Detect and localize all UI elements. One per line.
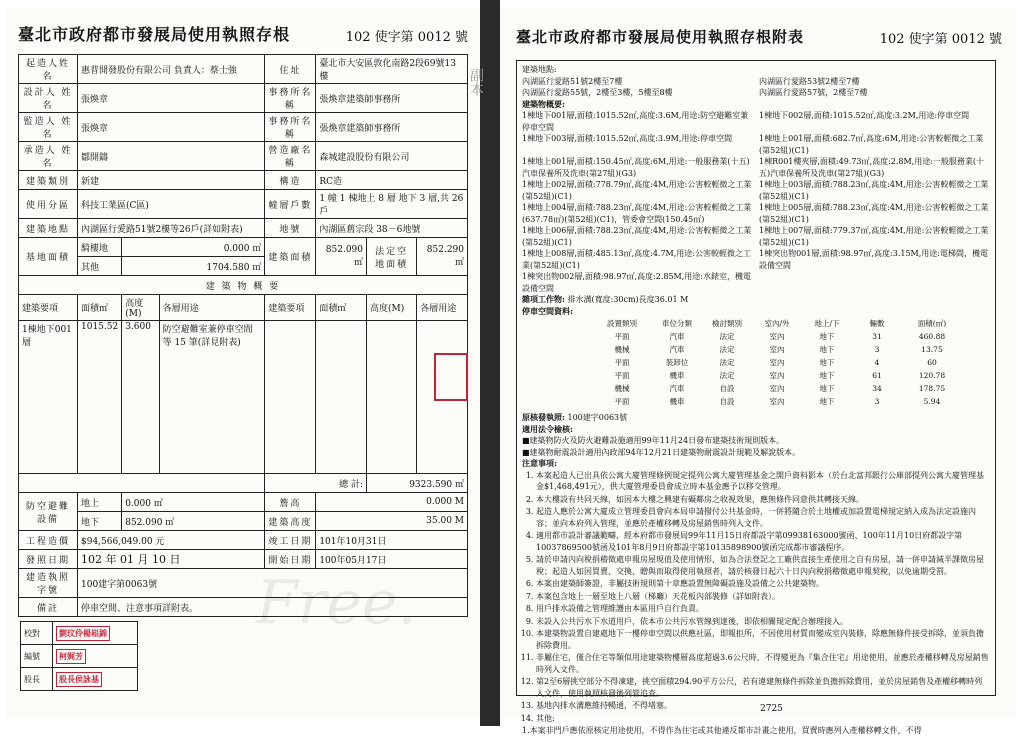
col-item-header-2: 建築要項: [265, 295, 316, 321]
parking-cell: 120.78: [918, 371, 946, 380]
building-height-label: 建築高度: [265, 512, 316, 531]
total-label: 總 計:: [265, 474, 367, 493]
parking-cell: 室內: [769, 384, 785, 393]
summary-item: 1棟地上004層,面積:788.23㎡,高度:4M,用途:公害較輕微之工業(637.78㎡)(第52組)(C1)，管委會空間(150.45㎡): [522, 203, 752, 224]
parking-cell: 法定: [719, 345, 735, 354]
floor-table-header: 建 築 物 概 要: [19, 276, 468, 295]
parking-cell: 平面: [614, 332, 630, 341]
sign-chief-label: 股長: [21, 668, 53, 691]
total-value: 9323.590 ㎡: [367, 474, 468, 493]
shelter-label: 防空避難設備: [19, 493, 78, 531]
building-height-value: 35.00 M: [316, 512, 468, 531]
parking-cell: 3: [874, 397, 880, 406]
parking-cell: 34: [872, 384, 882, 393]
start-label: 開始日期: [265, 550, 316, 569]
remark-label: 備註: [19, 598, 78, 617]
note-item: 1. 本案起造人已出具依公寓大廈管理條例規定提列公寓大廈管理基金之開戶資料影本（於台北富邦銀行公庫部提列公寓大廈管理基金$1,468,491元），供大廈管理委員會成立時本基金應予以移交管理。: [536, 470, 990, 493]
remark-value: 停車空間、注意事項詳附表。: [78, 598, 468, 617]
contractor-firm-value: 森城建設股份有限公司: [316, 142, 468, 171]
note-item: 8. 用戶排水設備之管理維護由本區用戶自行負責。: [536, 603, 990, 615]
permit-label: 建造執照字號: [19, 569, 78, 598]
watermark: Free.: [256, 568, 417, 638]
parking-cell: 自設: [719, 397, 735, 406]
parking-cell: 汽車: [669, 345, 685, 354]
shelter-above-label: 地上: [78, 493, 122, 512]
summary-item: 1棟地下003層,面積:1015.52㎡,高度:3.9M,用途:停車空間: [522, 134, 733, 143]
parking-cell: 地下: [819, 384, 835, 393]
note-item: 10. 本建築物設置自建處地下一樓停車空間以供應社區，即報拒所，不因使用材質而變成室內裝修，除應無條件接受拆除，並須負擔拆除費用。: [536, 628, 990, 651]
notes-last-line: 1.本案非門戶應依原核定用途使用，不得作為住宅或其他違反都市計畫之使用，買賣時應列入產權移轉文件，不得: [522, 726, 922, 735]
parking-cell: 室內: [769, 332, 785, 341]
builder-label: 起造人姓名: [19, 55, 78, 84]
legal-open-label: 法定空地面積: [367, 238, 417, 276]
parking-table: [522, 317, 990, 408]
floor-row-area: 1015.52: [78, 321, 122, 474]
location-label: 建築地點: [19, 219, 78, 238]
category-value: 新建: [78, 171, 265, 190]
appendix-title: 臺北市政府都市發展局使用執照存根附表: [516, 28, 805, 46]
floor-row-height: 3.600: [122, 321, 159, 474]
build-area-value: 852.090 ㎡: [316, 238, 367, 276]
note-item: 14. 其他:: [536, 713, 990, 725]
structure-value: RC造: [316, 171, 468, 190]
designer-firm-label: 事務所名稱: [265, 84, 316, 113]
parking-cell: 裝卸位: [665, 358, 689, 367]
parking-cell: 平面: [614, 358, 630, 367]
designer-label: 設計人 姓名: [19, 84, 78, 113]
misc-label: 雜項工作物:: [522, 294, 565, 304]
note-item: 5. 請於申請內向稅捐稽徵處申報房屋現值及使用情形，如為合法登記之工廠供直接生產使用之自有房屋，請一併申請減半課徵房屋稅；起造人如因買賣、交換、贈與而取得使用執照者，請於核發日起六十日內向稅捐稽徵處申報契稅，以免逾期受罰。: [536, 554, 990, 577]
parking-header-cell: 輛數: [869, 319, 885, 328]
lot-value: 內湖區舊宗段 38－6地號: [316, 219, 468, 238]
law-item: ■建築物防火及防火避難設施適用99年11月24日發布建築技術規則版本。: [522, 436, 785, 445]
parking-cell: 31: [872, 332, 882, 341]
supervisor-value: 張煥章: [78, 113, 265, 142]
parking-header-cell: 面積(㎡): [917, 319, 947, 328]
law-label: 適用法令檢核:: [522, 423, 573, 434]
permit-stub-page: [6, 8, 484, 718]
parking-cell: 4: [874, 358, 880, 367]
parking-cell: 機車: [669, 397, 685, 406]
floor-row-item: 1棟地下001層: [19, 321, 78, 474]
designer-firm-value: 張煥章建築師事務所: [316, 84, 468, 113]
issue-label: 發照日期: [19, 550, 78, 569]
parking-cell: 61: [872, 371, 882, 380]
builder-value: 惠普開發股份有限公司 負責人：蔡士強: [78, 55, 265, 84]
chief-stamp: 股長侯詠基: [56, 672, 102, 687]
summary-item: 1棟地下001層,面積:1015.52㎡,高度:3.6M,用途:防空避難室兼停車空間: [522, 111, 749, 132]
cost-value: $94,566,049.00 元: [78, 531, 265, 550]
binding-spine: [480, 0, 500, 726]
page-title: 臺北市政府都市發展局使用執照存根: [18, 25, 291, 44]
parking-label: 停車空間資料:: [522, 305, 573, 316]
legal-open-value: 852.290 ㎡: [417, 238, 468, 276]
parking-cell: 機車: [669, 371, 685, 380]
parking-cell: 平面: [614, 397, 630, 406]
eave-label: 簷高: [265, 493, 316, 512]
parking-cell: 室內: [769, 397, 785, 406]
signature-table: [20, 621, 138, 691]
cost-label: 工程造價: [19, 531, 78, 550]
contractor-value: 鄒開鑄: [78, 142, 265, 171]
location-value: 內湖區行愛路51號2樓等26戶(詳如附表): [78, 219, 265, 238]
col-use-header-2: 各層用途: [417, 295, 468, 321]
supervisor-firm-value: 張煥章建築師事務所: [316, 113, 468, 142]
doc-number: 102 使字第 0012 號: [345, 30, 468, 45]
parking-cell: 3: [874, 345, 880, 354]
summary-item: 1棟突出物002層,面積:98.97㎡,高度:2.85M,用途:水錶室，機電設備空間: [522, 272, 751, 293]
sign-check-label: 校對: [21, 622, 53, 645]
notes-label: 注意事項:: [522, 458, 557, 468]
parking-header-cell: 檢討類別: [712, 319, 742, 328]
parking-cell: 地下: [819, 371, 835, 380]
note-item: 13. 基地內排水溝應維持暢通，不得堵塞。: [536, 700, 990, 712]
parking-cell: 平面: [614, 371, 630, 380]
summary-item: 1棟地上002層,面積:778.79㎡,高度:4M,用途:公害較輕微之工業(第52組)(C1): [522, 180, 752, 201]
floor-row-use: 防空避難室兼停車空間 等 15 筆(詳見附表): [159, 321, 265, 474]
shelter-above-value: 0.000 ㎡: [122, 493, 265, 512]
summary-item: 1棟地上001層,面積:150.45㎡,高度:6M,用途:一般服務業(十五)汽車保養所及洗車(第27組)(G3): [522, 157, 750, 178]
eave-value: 0.000 M: [316, 493, 468, 512]
base-area-label: 基地面積: [19, 238, 78, 276]
note-item: 2. 本大樓設有共同天線，如因本大樓之興建有礙鄰房之收視效果，應無條件同意供其轉接天線。: [536, 494, 990, 506]
col-area-header-2: 面積㎡: [316, 295, 367, 321]
summary-item: 1棟地上001層,面積:682.7㎡,高度:6M,用途:公害較輕微之工業(第52組)(C1): [759, 134, 984, 155]
parking-cell: 460.88: [918, 332, 946, 341]
summary-label: 建築物概要:: [522, 98, 565, 109]
summary-list: [522, 110, 990, 294]
category-label: 建築類別: [19, 171, 78, 190]
col-area-header: 面積㎡: [78, 295, 122, 321]
addr-label: 建築地點:: [522, 65, 557, 74]
side-stamp-text: 副本: [468, 68, 484, 96]
parking-cell: 地下: [819, 332, 835, 341]
addr-line: 內湖區行愛路53號2樓至7樓: [759, 76, 860, 86]
parking-cell: 5.94: [923, 397, 941, 406]
parking-cell: 自設: [719, 384, 735, 393]
address-value: 臺北市大安區敦化南路2段69號13樓: [316, 55, 468, 84]
note-item: 7. 本案包含地上一層至地上八層（梯廳）天花板內部裝修（詳如附表）。: [536, 591, 990, 603]
parking-header-cell: 設置類別: [607, 319, 637, 328]
edit-stamp: 柯娓芳: [56, 649, 86, 664]
col-use-header: 各層用途: [159, 295, 265, 321]
addr-line: 內湖區行愛路55號，2樓至3樓，5樓至8樓: [522, 88, 673, 97]
sign-edit-label: 編號: [21, 645, 53, 668]
lot-label: 地號: [265, 219, 316, 238]
supervisor-firm-label: 事務所名稱: [265, 113, 316, 142]
contractor-label: 承造人 姓名: [19, 142, 78, 171]
parking-header-cell: 室內/外: [764, 319, 790, 328]
check-stamp: 劉玟伶楊崧錦: [56, 626, 110, 641]
summary-item: 1棟地下002層,面積:1015.52㎡,高度:3.2M,用途:停車空間: [759, 111, 970, 120]
structure-label: 構造: [265, 171, 316, 190]
parking-cell: 178.75: [918, 384, 946, 393]
origin-value: 100建字0063號: [567, 413, 628, 422]
col-height-header: 高度(M): [122, 295, 159, 321]
parking-cell: 60: [927, 358, 937, 367]
law-item: ■建築物耐震設計適用內政部94年12月21日建築物耐震設計規範及解說版本。: [522, 447, 801, 457]
summary-item: 1棟突出物001層,面積:98.97㎡,高度:3.15M,用途:電梯間，機電設備空間: [759, 249, 988, 270]
floors-label: 幢層戶數: [265, 190, 316, 219]
complete-label: 竣工日期: [265, 531, 316, 550]
arcade-label: 騎樓地: [78, 238, 122, 257]
summary-item: 1棟地上006層,面積:788.23㎡,高度:4M,用途:公害較輕微之工業(第52組)(C1): [522, 226, 752, 247]
address-label: 住址: [265, 55, 316, 84]
designer-value: 張煥章: [78, 84, 265, 113]
note-item: 12. 第2至6層挑空部分不得凍建，挑空面積294.90平方公尺，若有違建無條件拆除並負擔拆除費用，並於房屋銷售及產權移轉時列入文件，使用執照核發後列管追查。: [536, 676, 990, 699]
parking-cell: 機械: [614, 384, 630, 393]
notes-list: [522, 470, 990, 725]
shelter-below-label: 地下: [78, 512, 122, 531]
contractor-firm-label: 營造廠名稱: [265, 142, 316, 171]
summary-item: 1棟地上008層,面積:485.13㎡,高度:4.7M,用途:公害較輕微之工業(第52組)(C1): [522, 249, 751, 270]
parking-cell: 13.75: [921, 345, 943, 354]
parking-cell: 地下: [819, 358, 835, 367]
parking-cell: 地下: [819, 397, 835, 406]
parking-cell: 法定: [719, 371, 735, 380]
floors-value: 1 幢 1 棟地上 8 層 地下 3 層,共 26 戶: [316, 190, 468, 219]
other-value: 1704.580 ㎡: [122, 257, 265, 276]
addr-line: 內湖區行愛路57號，2樓至7樓: [759, 88, 868, 97]
parking-header-cell: 車位分類: [662, 319, 692, 328]
note-item: 4. 適用都市設計審議範疇，經本府都市發展局99年11月15日府都設字第09938163000號函、100年11月10日府都設字第10037869500號函及101年8月9日府都設字第10135898900號函完成都市審議程序。: [536, 530, 990, 553]
summary-item: 1棟地上003層,面積:788.23㎡,高度:4M,用途:公害較輕微之工業(第52組)(C1): [759, 180, 989, 201]
addr-line: 內湖區行愛路51號2樓至7樓: [522, 76, 623, 86]
permit-value: 100建字第0063號: [78, 569, 468, 598]
parking-cell: 法定: [719, 358, 735, 367]
summary-item: 1棟地上005層,面積:788.23㎡,高度:4M,用途:公害較輕微之工業(第52組)(C1): [759, 203, 989, 224]
shelter-below-value: 852.090 ㎡: [122, 512, 265, 531]
summary-item: 1棟R001樓夾層,面積:49.73㎡,高度:2.8M,用途:一般服務業(十五)汽車保養所及洗車(第27組)(G3): [759, 157, 985, 178]
complete-value: 101年10月31日: [316, 531, 468, 550]
parking-cell: 汽車: [669, 332, 685, 341]
parking-cell: 地下: [819, 345, 835, 354]
permit-form-table: [18, 54, 468, 617]
origin-label: 原核發執照:: [522, 412, 565, 422]
parking-cell: 汽車: [669, 384, 685, 393]
note-item: 9. 未設入公共污水下水道用戶，依本市公共污水管線到達後，即依相關規定配合辦理接入。: [536, 616, 990, 628]
issue-value: 102 年 01 月 10 日: [78, 550, 265, 569]
page-number: 2725: [760, 704, 783, 714]
start-value: 100年05月17日: [316, 550, 468, 569]
note-item: 11. 非屬住宅，僅合住宅等類似用途建築物樓層高度超過3.6公尺時，不得變更為『集合住宅』用途使用，並應於產權移轉及房屋銷售時列入文件。: [536, 652, 990, 675]
addr-list: [522, 76, 990, 99]
note-item: 3. 起造人應於公寓大廈成立管理委員會向本局申請撥付公共基金時，一併將隨合於土地權或加設置電梯規定納入成為法定設施內容；並向本府列入管理，並應於產權移轉及房屋銷售時列入文件。: [536, 506, 990, 529]
col-height-header-2: 高度(M): [367, 295, 417, 321]
usage-value: 科技工業區(C區): [78, 190, 265, 219]
misc-value: 排水溝(寬度:30cm)長度36.01 M: [567, 295, 689, 304]
red-official-seal: [434, 353, 468, 401]
parking-cell: 室內: [769, 358, 785, 367]
other-label: 其他: [78, 257, 122, 276]
parking-cell: 室內: [769, 371, 785, 380]
col-item-header: 建築要項: [19, 295, 78, 321]
build-area-label: 建築面積: [265, 238, 316, 276]
parking-cell: 室內: [769, 345, 785, 354]
parking-cell: 法定: [719, 332, 735, 341]
appendix-doc-number: 102 使字第 0012 號: [879, 32, 1002, 47]
summary-item: 1棟地上007層,面積:779.37㎡,高度:4M,用途:公害較輕微之工業(第52組)(C1): [759, 226, 989, 247]
permit-appendix-page: [500, 8, 1016, 735]
usage-label: 使用分區: [19, 190, 78, 219]
parking-cell: 機械: [614, 345, 630, 354]
note-item: 6. 本案由建築師簽證，非屬技術規則第十章應設置無障礙設施及設備之公共建築物。: [536, 578, 990, 590]
supervisor-label: 監造人 姓名: [19, 113, 78, 142]
parking-header-cell: 地上/下: [814, 319, 840, 328]
arcade-value: 0.000 ㎡: [122, 238, 265, 257]
